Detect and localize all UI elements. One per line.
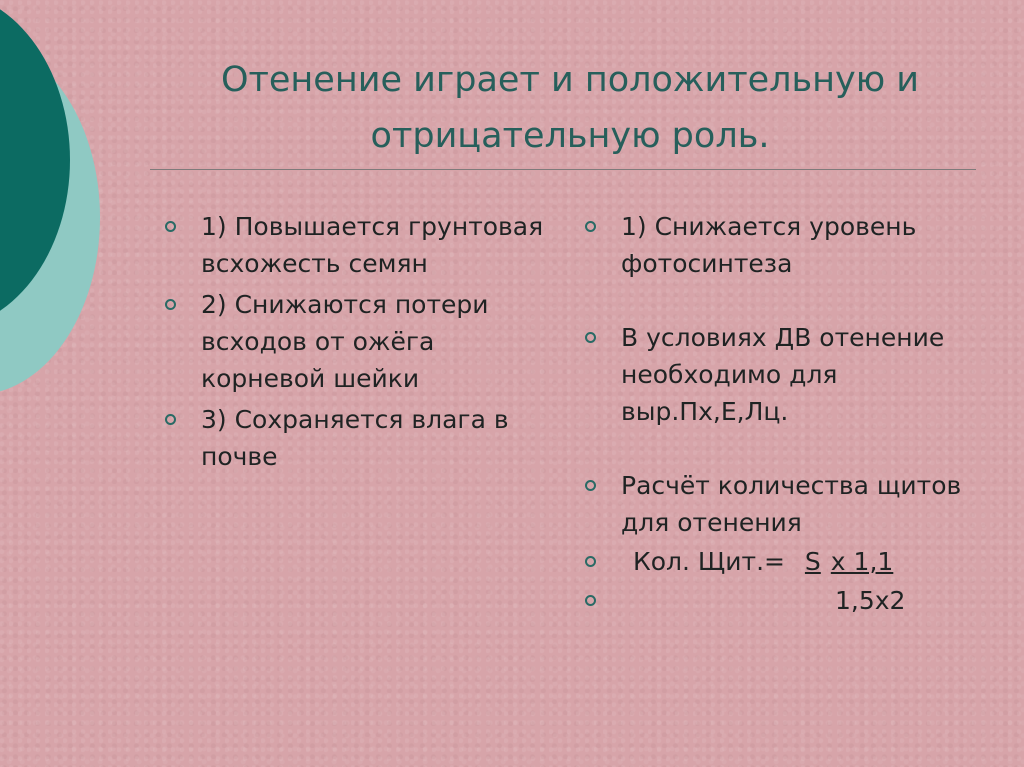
- formula-denominator: 1,5x2: [835, 586, 906, 615]
- formula-numerator-rest: x 1,1: [830, 547, 894, 576]
- slide-title: Отенение играет и положительную и отрицательную роль.: [220, 60, 920, 156]
- formula-line: [585, 543, 1005, 580]
- list-item: [585, 208, 1005, 282]
- circle-bullet-icon: [165, 414, 176, 425]
- list-item: [585, 467, 1005, 541]
- circle-bullet-icon: [585, 332, 596, 343]
- list-item-text: 3) Сохраняется влага в почве: [201, 405, 509, 471]
- list-item: [165, 208, 565, 282]
- circle-bullet-icon: [585, 480, 596, 491]
- right-column: [585, 208, 1005, 619]
- title-divider: [150, 169, 976, 170]
- circle-bullet-icon: [165, 299, 176, 310]
- list-item: [165, 401, 565, 475]
- list-item-text: 1) Повышается грунтовая всхожесть семян: [201, 212, 544, 278]
- formula-denominator-line: [585, 582, 1005, 619]
- list-item-text: Расчёт количества щитов для отенения: [621, 471, 962, 537]
- list-item: [165, 286, 565, 397]
- list-item-text: 1) Снижается уровень фотосинтеза: [621, 212, 917, 278]
- circle-bullet-icon: [585, 221, 596, 232]
- list-item-text: В условиях ДВ отенение необходимо для выр.Пх,Е,Лц.: [621, 323, 945, 426]
- circle-bullet-icon: [585, 595, 596, 606]
- left-column: [165, 208, 565, 475]
- circle-bullet-icon: [165, 221, 176, 232]
- list-item: [585, 319, 1005, 430]
- circle-bullet-icon: [585, 556, 596, 567]
- list-item-text: 2) Снижаются потери всходов от ожёга корневой шейки: [201, 290, 489, 393]
- formula-numerator-s: S: [804, 547, 821, 576]
- formula-prefix: Кол. Щит.=: [633, 547, 785, 576]
